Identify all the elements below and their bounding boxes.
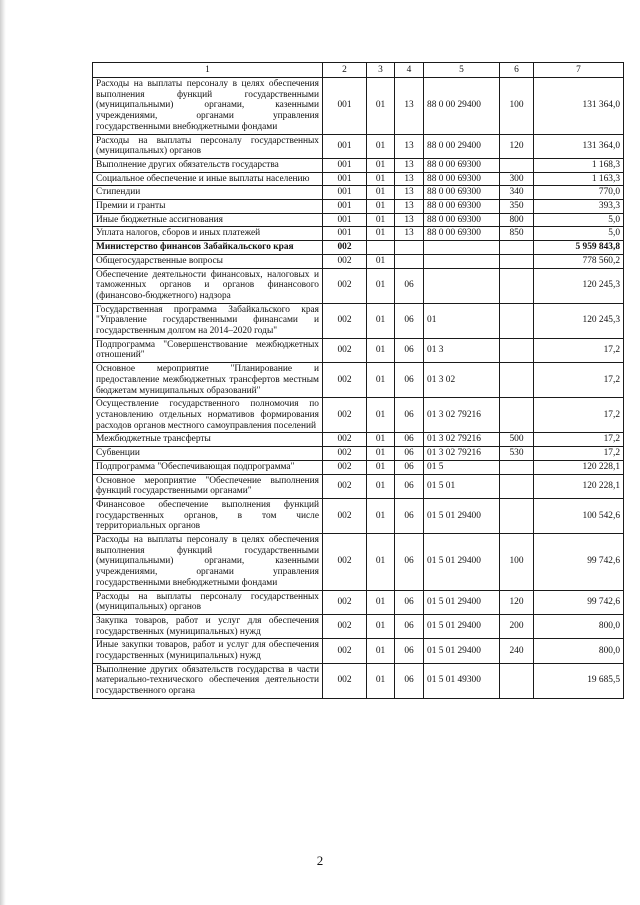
amount-cell: 800,0 — [534, 639, 624, 663]
expense-type-cell — [500, 158, 534, 172]
subsection-code-cell: 13 — [395, 78, 424, 135]
expense-type-cell: 530 — [500, 447, 534, 461]
target-article-cell — [424, 254, 500, 268]
table-row — [93, 534, 624, 591]
target-article-cell: 88 0 00 69300 — [424, 200, 500, 214]
amount-cell: 131 364,0 — [534, 78, 624, 135]
section-code-cell: 01 — [367, 447, 395, 461]
grbs-code-cell: 002 — [323, 254, 367, 268]
table-row — [93, 303, 624, 338]
section-code-cell: 01 — [367, 186, 395, 200]
row-name-cell: Выполнение других обязательств государства в части материально-технического обеспечения деятельности государственного органа — [93, 663, 323, 698]
section-code-cell: 01 — [367, 363, 395, 398]
table-row — [93, 363, 624, 398]
expense-type-cell — [500, 663, 534, 698]
target-article-cell: 01 — [424, 303, 500, 338]
subsection-code-cell: 06 — [395, 590, 424, 614]
expense-type-cell: 200 — [500, 614, 534, 638]
section-code-cell: 01 — [367, 78, 395, 135]
table-row — [93, 338, 624, 362]
subsection-code-cell: 06 — [395, 460, 424, 474]
expense-type-cell — [500, 474, 534, 498]
grbs-code-cell: 001 — [323, 158, 367, 172]
subsection-code-cell: 06 — [395, 363, 424, 398]
table-row — [93, 213, 624, 227]
subsection-code-cell — [395, 254, 424, 268]
expense-type-cell — [500, 303, 534, 338]
header-cell-2: 2 — [323, 63, 367, 78]
table-row — [93, 639, 624, 663]
grbs-code-cell: 001 — [323, 200, 367, 214]
section-code-cell: 01 — [367, 268, 395, 303]
grbs-code-cell: 002 — [323, 639, 367, 663]
row-name-cell: Иные бюджетные ассигнования — [93, 213, 323, 227]
grbs-code-cell: 002 — [323, 241, 367, 255]
expense-type-cell — [500, 338, 534, 362]
row-name-cell: Расходы на выплаты персоналу государственных (муниципальных) органов — [93, 590, 323, 614]
section-code-cell — [367, 241, 395, 255]
subsection-code-cell: 13 — [395, 200, 424, 214]
section-code-cell: 01 — [367, 213, 395, 227]
page-number: 2 — [316, 853, 324, 868]
target-article-cell: 01 3 — [424, 338, 500, 362]
table-row — [93, 268, 624, 303]
subsection-code-cell: 13 — [395, 213, 424, 227]
grbs-code-cell: 001 — [323, 172, 367, 186]
target-article-cell: 01 5 01 29400 — [424, 639, 500, 663]
expense-type-cell — [500, 254, 534, 268]
target-article-cell: 01 5 01 — [424, 474, 500, 498]
subsection-code-cell: 13 — [395, 158, 424, 172]
section-code-cell: 01 — [367, 460, 395, 474]
target-article-cell — [424, 241, 500, 255]
subsection-code-cell: 13 — [395, 134, 424, 158]
row-name-cell: Расходы на выплаты персоналу в целях обеспечения выполнения функций государственными (муниципальными) органами, казенными учреждениями, органами управления государственными внебюджетными фондами — [93, 534, 323, 591]
grbs-code-cell: 001 — [323, 227, 367, 241]
section-code-cell: 01 — [367, 639, 395, 663]
table-row — [93, 433, 624, 447]
subsection-code-cell: 06 — [395, 614, 424, 638]
subsection-code-cell: 06 — [395, 663, 424, 698]
subsection-code-cell: 06 — [395, 447, 424, 461]
amount-cell: 17,2 — [534, 398, 624, 433]
table-row — [93, 663, 624, 698]
target-article-cell: 01 5 01 29400 — [424, 498, 500, 533]
scan-edge-shadow — [0, 0, 6, 905]
subsection-code-cell: 06 — [395, 433, 424, 447]
section-code-cell: 01 — [367, 663, 395, 698]
amount-cell: 17,2 — [534, 447, 624, 461]
amount-cell: 5,0 — [534, 213, 624, 227]
amount-cell: 120 245,3 — [534, 303, 624, 338]
table-row — [93, 158, 624, 172]
row-name-cell: Министерство финансов Забайкальского края — [93, 241, 323, 255]
expense-type-cell: 100 — [500, 534, 534, 591]
section-code-cell: 01 — [367, 303, 395, 338]
row-name-cell: Основное мероприятие "Планирование и предоставление межбюджетных трансфертов местным бюджетам муниципальных образований" — [93, 363, 323, 398]
table-row — [93, 460, 624, 474]
table-row — [93, 241, 624, 255]
grbs-code-cell: 001 — [323, 213, 367, 227]
row-name-cell: Обеспечение деятельности финансовых, налоговых и таможенных органов и органов финансового (финансово-бюджетного) надзора — [93, 268, 323, 303]
expense-type-cell: 350 — [500, 200, 534, 214]
table-body — [93, 63, 624, 699]
target-article-cell: 01 5 01 29400 — [424, 534, 500, 591]
subsection-code-cell: 06 — [395, 639, 424, 663]
grbs-code-cell: 002 — [323, 590, 367, 614]
expense-type-cell — [500, 498, 534, 533]
table-row — [93, 254, 624, 268]
row-name-cell: Социальное обеспечение и иные выплаты населению — [93, 172, 323, 186]
amount-cell: 17,2 — [534, 363, 624, 398]
target-article-cell: 01 5 01 29400 — [424, 614, 500, 638]
expense-type-cell — [500, 460, 534, 474]
expense-type-cell: 850 — [500, 227, 534, 241]
table-row — [93, 498, 624, 533]
table-row — [93, 78, 624, 135]
amount-cell: 778 560,2 — [534, 254, 624, 268]
section-code-cell: 01 — [367, 134, 395, 158]
target-article-cell: 88 0 00 69300 — [424, 213, 500, 227]
row-name-cell: Основное мероприятие "Обеспечение выполнения функций государственными органами" — [93, 474, 323, 498]
target-article-cell: 88 0 00 69300 — [424, 227, 500, 241]
row-name-cell: Стипендии — [93, 186, 323, 200]
header-row — [93, 63, 624, 78]
row-name-cell: Подпрограмма "Обеспечивающая подпрограмма" — [93, 460, 323, 474]
section-code-cell: 01 — [367, 498, 395, 533]
row-name-cell: Расходы на выплаты персоналу государственных (муниципальных) органов — [93, 134, 323, 158]
amount-cell: 100 542,6 — [534, 498, 624, 533]
grbs-code-cell: 002 — [323, 398, 367, 433]
budget-table — [92, 62, 624, 699]
subsection-code-cell: 06 — [395, 398, 424, 433]
grbs-code-cell: 002 — [323, 498, 367, 533]
grbs-code-cell: 002 — [323, 663, 367, 698]
expense-type-cell: 500 — [500, 433, 534, 447]
target-article-cell: 01 5 — [424, 460, 500, 474]
expense-type-cell: 120 — [500, 590, 534, 614]
subsection-code-cell: 06 — [395, 303, 424, 338]
amount-cell: 17,2 — [534, 433, 624, 447]
target-article-cell: 01 3 02 79216 — [424, 447, 500, 461]
target-article-cell: 01 5 01 49300 — [424, 663, 500, 698]
header-cell-7: 7 — [534, 63, 624, 78]
target-article-cell: 88 0 00 69300 — [424, 172, 500, 186]
table-row — [93, 186, 624, 200]
header-cell-1: 1 — [93, 63, 323, 78]
amount-cell: 1 168,3 — [534, 158, 624, 172]
section-code-cell: 01 — [367, 474, 395, 498]
target-article-cell: 01 3 02 79216 — [424, 433, 500, 447]
target-article-cell: 01 5 01 29400 — [424, 590, 500, 614]
table-row — [93, 398, 624, 433]
subsection-code-cell: 06 — [395, 498, 424, 533]
subsection-code-cell: 06 — [395, 534, 424, 591]
grbs-code-cell: 002 — [323, 363, 367, 398]
header-cell-4: 4 — [395, 63, 424, 78]
section-code-cell: 01 — [367, 590, 395, 614]
grbs-code-cell: 002 — [323, 268, 367, 303]
table-row — [93, 227, 624, 241]
amount-cell: 99 742,6 — [534, 534, 624, 591]
row-name-cell: Осуществление государственного полномочия по установлению отдельных нормативов формирования расходов органов местного самоуправления поселений — [93, 398, 323, 433]
row-name-cell: Премии и гранты — [93, 200, 323, 214]
expense-type-cell — [500, 398, 534, 433]
grbs-code-cell: 001 — [323, 134, 367, 158]
expense-type-cell: 800 — [500, 213, 534, 227]
section-code-cell: 01 — [367, 534, 395, 591]
section-code-cell: 01 — [367, 172, 395, 186]
table-row — [93, 590, 624, 614]
header-cell-6: 6 — [500, 63, 534, 78]
amount-cell: 5 959 843,8 — [534, 241, 624, 255]
table-row — [93, 134, 624, 158]
amount-cell: 120 228,1 — [534, 460, 624, 474]
target-article-cell: 88 0 00 69300 — [424, 186, 500, 200]
expense-type-cell — [500, 363, 534, 398]
section-code-cell: 01 — [367, 614, 395, 638]
expense-type-cell: 300 — [500, 172, 534, 186]
amount-cell: 800,0 — [534, 614, 624, 638]
table-row — [93, 172, 624, 186]
amount-cell: 99 742,6 — [534, 590, 624, 614]
subsection-code-cell: 06 — [395, 268, 424, 303]
amount-cell: 19 685,5 — [534, 663, 624, 698]
amount-cell: 1 163,3 — [534, 172, 624, 186]
row-name-cell: Государственная программа Забайкальского края "Управление государственными финансами и государственным долгом на 2014–2020 годы" — [93, 303, 323, 338]
grbs-code-cell: 002 — [323, 534, 367, 591]
target-article-cell — [424, 268, 500, 303]
expense-type-cell: 100 — [500, 78, 534, 135]
subsection-code-cell: 06 — [395, 474, 424, 498]
amount-cell: 770,0 — [534, 186, 624, 200]
row-name-cell: Межбюджетные трансферты — [93, 433, 323, 447]
row-name-cell: Уплата налогов, сборов и иных платежей — [93, 227, 323, 241]
table-row — [93, 474, 624, 498]
table-row — [93, 200, 624, 214]
amount-cell: 17,2 — [534, 338, 624, 362]
grbs-code-cell: 002 — [323, 303, 367, 338]
header-cell-3: 3 — [367, 63, 395, 78]
expense-type-cell: 340 — [500, 186, 534, 200]
subsection-code-cell — [395, 241, 424, 255]
amount-cell: 131 364,0 — [534, 134, 624, 158]
target-article-cell: 88 0 00 29400 — [424, 78, 500, 135]
row-name-cell: Расходы на выплаты персоналу в целях обеспечения выполнения функций государственными (муниципальными) органами, казенными учреждениями, органами управления государственными внебюджетными фондами — [93, 78, 323, 135]
section-code-cell: 01 — [367, 398, 395, 433]
target-article-cell: 01 3 02 79216 — [424, 398, 500, 433]
grbs-code-cell: 002 — [323, 447, 367, 461]
subsection-code-cell: 13 — [395, 172, 424, 186]
target-article-cell: 01 3 02 — [424, 363, 500, 398]
target-article-cell: 88 0 00 29400 — [424, 134, 500, 158]
row-name-cell: Финансовое обеспечение выполнения функций государственных органов, в том числе территориальных органов — [93, 498, 323, 533]
grbs-code-cell: 002 — [323, 614, 367, 638]
section-code-cell: 01 — [367, 227, 395, 241]
table-row — [93, 614, 624, 638]
section-code-cell: 01 — [367, 158, 395, 172]
subsection-code-cell: 13 — [395, 186, 424, 200]
amount-cell: 393,3 — [534, 200, 624, 214]
grbs-code-cell: 001 — [323, 186, 367, 200]
amount-cell: 120 228,1 — [534, 474, 624, 498]
expense-type-cell — [500, 241, 534, 255]
amount-cell: 120 245,3 — [534, 268, 624, 303]
expense-type-cell: 120 — [500, 134, 534, 158]
row-name-cell: Субвенции — [93, 447, 323, 461]
subsection-code-cell: 06 — [395, 338, 424, 362]
section-code-cell: 01 — [367, 338, 395, 362]
grbs-code-cell: 002 — [323, 460, 367, 474]
row-name-cell: Общегосударственные вопросы — [93, 254, 323, 268]
row-name-cell: Закупка товаров, работ и услуг для обеспечения государственных (муниципальных) нужд — [93, 614, 323, 638]
row-name-cell: Иные закупки товаров, работ и услуг для обеспечения государственных (муниципальных) нужд — [93, 639, 323, 663]
section-code-cell: 01 — [367, 433, 395, 447]
section-code-cell: 01 — [367, 200, 395, 214]
table-row — [93, 447, 624, 461]
section-code-cell: 01 — [367, 254, 395, 268]
grbs-code-cell: 002 — [323, 338, 367, 362]
amount-cell: 5,0 — [534, 227, 624, 241]
header-cell-5: 5 — [424, 63, 500, 78]
grbs-code-cell: 002 — [323, 433, 367, 447]
row-name-cell: Подпрограмма "Совершенствование межбюджетных отношений" — [93, 338, 323, 362]
row-name-cell: Выполнение других обязательств государства — [93, 158, 323, 172]
grbs-code-cell: 001 — [323, 78, 367, 135]
target-article-cell: 88 0 00 69300 — [424, 158, 500, 172]
subsection-code-cell: 13 — [395, 227, 424, 241]
expense-type-cell — [500, 268, 534, 303]
expense-type-cell: 240 — [500, 639, 534, 663]
grbs-code-cell: 002 — [323, 474, 367, 498]
